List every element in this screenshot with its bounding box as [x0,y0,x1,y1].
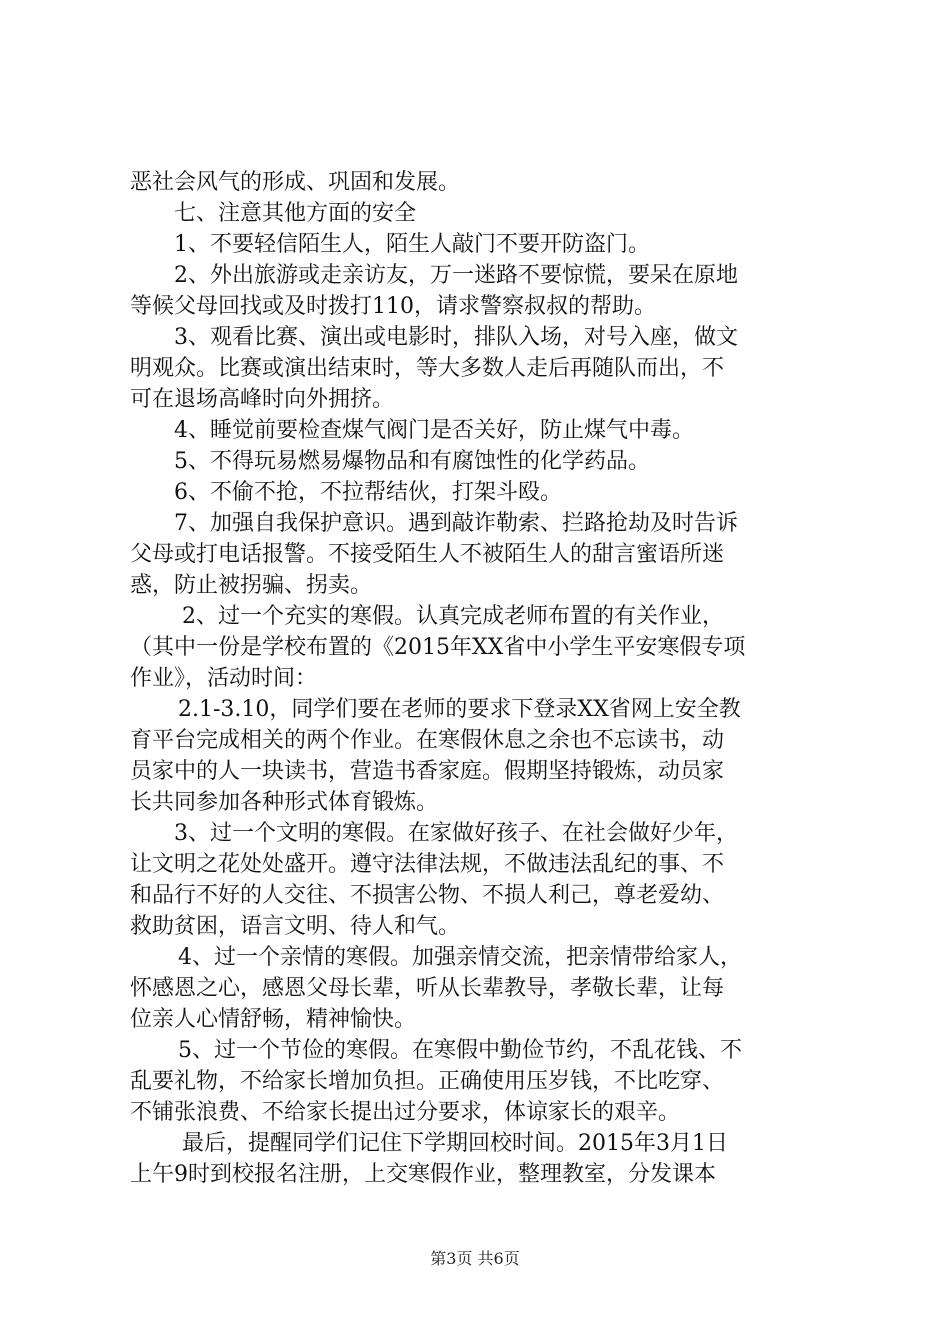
text-line: 恶社会风气的形成、巩固和发展。 [130,170,461,195]
text-line: 7、加强自我保护意识。遇到敲诈勒索、拦路抢劫及时告诉 [174,511,738,536]
text-line: 位亲人心情舒畅，精神愉快。 [130,1007,417,1032]
text-line: 1、不要轻信陌生人，陌生人敲门不要开防盗门。 [174,232,650,257]
text-line: 2、过一个充实的寒假。认真完成老师布置的有关作业， [182,604,724,629]
text-line: 育平台完成相关的两个作业。在寒假休息之余也不忘读书，动 [130,728,725,753]
text-line: 员家中的人一块读书，营造书香家庭。假期坚持锻炼，动员家 [130,759,725,784]
text-line: 乱要礼物，不给家长增加负担。正确使用压岁钱，不比吃穿、 [130,1069,725,1094]
text-line: 救助贫困，语言文明、待人和气。 [130,914,461,939]
text-line: 等候父母回找或及时拨打110，请求警察叔叔的帮助。 [130,294,656,319]
text-line: 怀感恩之心，感恩父母长辈，听从长辈教导，孝敬长辈，让每 [130,976,725,1001]
text-line: 上午9时到校报名注册，上交寒假作业，整理教室，分发课本 [130,1162,716,1187]
text-line: 长共同参加各种形式体育锻炼。 [130,790,439,815]
text-line: 3、过一个文明的寒假。在家做好孩子、在社会做好少年， [174,821,738,846]
page-footer: 第3页 共6页 [430,1249,520,1268]
text-line: 和品行不好的人交往、不损害公物、不损人利己，尊老爱幼、 [130,883,725,908]
text-line: 让文明之花处处盛开。遵守法律法规，不做违法乱纪的事、不 [130,852,725,877]
text-line: 2.1-3.10，同学们要在老师的要求下登录XX省网上安全教 [178,697,741,722]
text-line: 3、观看比赛、演出或电影时，排队入场，对号入座，做文 [174,325,738,350]
text-line: 最后，提醒同学们记住下学期回校时间。2015年3月1日 [182,1131,728,1156]
text-line: 父母或打电话报警。不接受陌生人不被陌生人的甜言蜜语所迷 [130,542,725,567]
text-line: （其中一份是学校布置的《2015年XX省中小学生平安寒假专项 [130,635,746,660]
text-line: 4、睡觉前要检查煤气阀门是否关好，防止煤气中毒。 [174,418,694,443]
text-line: 5、不得玩易燃易爆物品和有腐蚀性的化学药品。 [174,449,650,474]
section-heading: 七、注意其他方面的安全 [174,201,417,226]
text-line: 明观众。比赛或演出结束时，等大多数人走后再随队而出，不 [130,356,725,381]
text-line: 不铺张浪费、不给家长提出过分要求，体谅家长的艰辛。 [130,1100,681,1125]
text-line: 6、不偷不抢，不拉帮结伙，打架斗殴。 [174,480,562,505]
text-line: 5、过一个节俭的寒假。在寒假中勤俭节约，不乱花钱、不 [178,1038,742,1063]
text-line: 惑，防止被拐骗、拐卖。 [130,573,373,598]
text-line: 可在退场高峰时向外拥挤。 [130,387,395,412]
text-line: 2、外出旅游或走亲访友，万一迷路不要惊慌，要呆在原地 [174,263,738,288]
document-body [130,167,830,1190]
text-line: 4、过一个亲情的寒假。加强亲情交流，把亲情带给家人， [178,945,742,970]
text-line: 作业》，活动时间： [130,666,318,691]
